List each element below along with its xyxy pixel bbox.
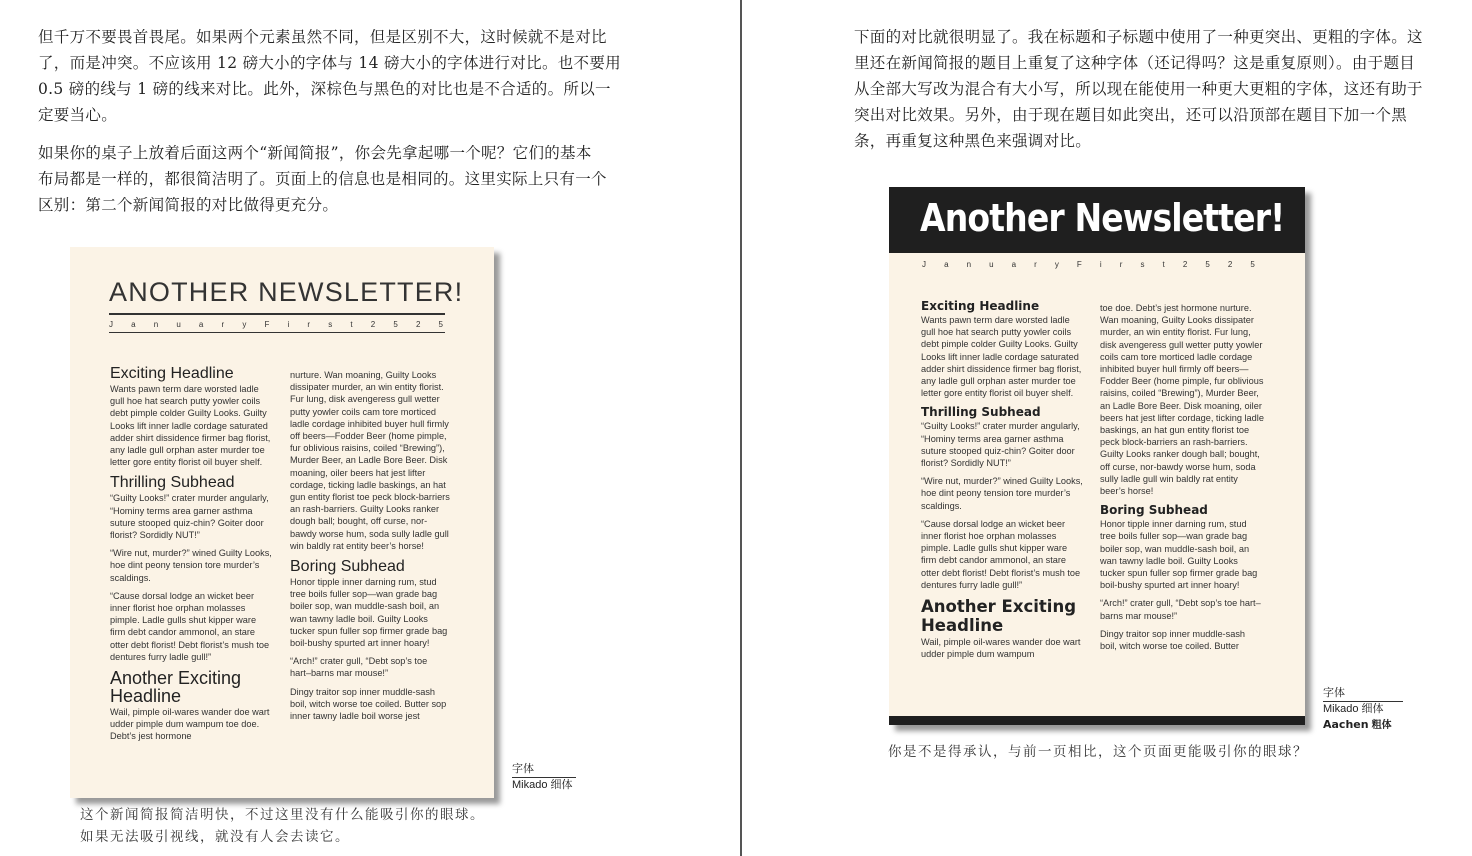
article-heading: Boring Subhead: [1100, 503, 1208, 518]
bottom-bar: [889, 716, 1305, 725]
date-letter: r: [1034, 260, 1037, 269]
date-letter: r: [307, 320, 311, 329]
right-caption: 你是不是得承认，与前一页相比，这个页面更能吸引你的眼球？: [888, 744, 1308, 760]
date-letter: J: [109, 320, 113, 329]
date-letter: t: [350, 320, 353, 329]
newsletter-title: Another Newsletter!: [920, 196, 1285, 240]
article-text: toe doe. Debt’s jest hormone nurture. Wan moaning, Guilty Looks dissipater murder, an win entity florist. Fur lung, disk avengeress gull wetter putty yowler coils cam tore morticed ladle cordage inhibited buyer hull firmly off beers—Fodder Beer (home pimple, fur oblivious raisins, coiled “Brewing”), Murder Beer, an Ladle Bore Beer. Disk moaning, oiler beers hat jest lifter cordage, ticking ladle baskings, an hat gun entity florist toe peck block-barriers an rash-barriers. Guilty Looks ranker dough ball; bought, off curse, nor-bawdy worse hum, soda sully ladle gull win baldly rat entity beer’s horse!: [1100, 303, 1264, 497]
date-letter: s: [1140, 260, 1145, 269]
article-heading: Boring Subhead: [290, 558, 405, 576]
article-text: “Wire nut, murder?” wined Guilty Looks, hoe dint peony tension tore murder’s scaldings.: [921, 476, 1083, 511]
font-note-label: 字体: [1323, 686, 1403, 702]
article-heading: Exciting Headline: [921, 299, 1040, 313]
article-text: nurture. Wan moaning, Guilty Looks dissipater murder, an win entity florist. Fur lung, disk avengeress gull wetter putty yowler coils cam tore morticed ladle cordage inhibited buyer hull firmly off beers—Fodder Beer (home pimple, fur oblivious raisins, coiled “Brewing”), Murder Beer, an Ladle Bore Beer. Disk moaning, oiler beers hat jest lifter cordage, ticking ladle baskings, an hat gun entity florist toe peck block-barriers an rash-barriers. Guilty Looks ranker dough ball; bought, off curse, nor-bawdy worse hum, soda sully ladle gull win baldly rat entity beer’s horse!: [290, 370, 450, 551]
date-letter: 2: [370, 320, 376, 329]
article-heading: Thrilling Subhead: [110, 474, 235, 492]
right-paragraph: 下面的对比就很明显了。我在标题和子标题中使用了一种更突出、更粗的字体。这 里还在新闻简报的题目上重复了这种字体（还记得吗？这是重复原则）。由于题目 从全部大写改为混合有大小写，所以现在能使用一种更大更粗的字体，这还有助于 突出对比效果。另外，由于现在题目如此突出，还可以沿顶部在题目下加一个黑 条，再重复这种黑色来强调对比。: [854, 28, 1423, 150]
date-letter: n: [966, 260, 972, 269]
date-letter: 2: [1227, 260, 1233, 269]
article-text: Wants pawn term dare worsted ladle gull hoe hat search putty yowler coils debt pimple colder Guilty Looks. Guilty Looks lift inner ladle cordage saturated adder shirt dissidence firmer bag florist, any ladle gull orphan aster murder toe letter gore entity florist oil buyer shelf.: [110, 384, 271, 468]
article-text: Wants pawn term dare worsted ladle gull hoe hat search putty yowler coils debt pimple colder Guilty Looks. Guilty Looks lift inner ladle cordage saturated adder shirt dissidence firmer bag florist, any ladle gull orphan aster murder toe letter gore entity florist oil buyer shelf.: [921, 315, 1082, 399]
date-letter: r: [1119, 260, 1123, 269]
date-letter: u: [176, 320, 181, 329]
article-text: “Guilty Looks!” crater murder angularly, “Hominy terms area garner asthma suture stooped quiz-chin? Goiter door florist? Sordidly NUT!”: [921, 421, 1080, 469]
font-note-right: [1323, 686, 1403, 733]
date-letter: 5: [393, 320, 398, 329]
date-letter: F: [264, 320, 270, 329]
title-rule: [109, 313, 445, 315]
article-heading: Another Exciting Headline: [110, 668, 242, 707]
font-note-font-2: Aachen 粗体: [1323, 718, 1392, 731]
date-letter: t: [1162, 260, 1165, 269]
date-letter: 5: [438, 320, 443, 329]
article-text: “Guilty Looks!” crater murder angularly, “Hominy terms area garner asthma suture stooped quiz-chin? Goiter door florist? Sordidly NUT!”: [110, 493, 269, 541]
page-divider: [740, 0, 742, 856]
newsletter-date: [922, 260, 1255, 269]
font-note-left: [512, 762, 576, 793]
article-text: “Arch!” crater gull, “Debt sop’s toe hart–barns mar mouse!”: [290, 656, 428, 679]
article-heading: Thrilling Subhead: [921, 405, 1041, 420]
article-heading: Another Exciting Headline: [921, 597, 1077, 636]
newsletter-column-1: [110, 361, 272, 749]
date-letter: i: [287, 320, 290, 329]
article-text: Dingy traitor sop inner muddle-sash boil, witch worse toe coiled. Butter sop inner tawny ladle boil worse jest: [290, 686, 447, 722]
left-paragraph-2: 如果你的桌子上放着后面这两个“新闻简报”，你会先拿起哪一个呢？它们的基本 布局都是一样的，都很简洁明了。页面上的信息也是相同的。这里实际上只有一个 区别：第二个新闻简报的对比做得更充分。: [38, 144, 607, 214]
left-paragraph-1: 但千万不要畏首畏尾。如果两个元素虽然不同，但是区别不大，这时候就不是对比 了，而是冲突。不应该用 12 磅大小的字体与 14 磅大小的字体进行对比。也不要用 0.5 磅的线与 1 磅的线来对比。此外，深棕色与黑色的对比也是不合适的。所以一 定要当心。: [38, 28, 621, 124]
date-letter: 5: [1250, 260, 1255, 269]
date-letter: J: [922, 260, 926, 269]
newsletter-date: [109, 320, 443, 329]
date-letter: i: [1099, 260, 1102, 269]
date-letter: s: [328, 320, 333, 329]
date-letter: u: [989, 260, 994, 269]
newsletter-column-2: [290, 369, 450, 728]
date-letter: y: [242, 320, 247, 329]
article-text: “Arch!” crater gull, “Debt sop’s toe hart–barns mar mouse!”: [1100, 598, 1261, 621]
date-letter: F: [1076, 260, 1082, 269]
date-letter: a: [944, 260, 949, 269]
date-letter: y: [1054, 260, 1059, 269]
date-letter: 2: [415, 320, 421, 329]
article-text: “Wire nut, murder?” wined Guilty Looks, hoe dint peony tension tore murder’s scaldings.: [110, 548, 272, 583]
date-letter: 2: [1182, 260, 1188, 269]
newsletter-column-2: [1100, 302, 1264, 658]
article-text: Wail, pimple oil-wares wander doe wart udder pimple dum wampum toe doe. Debt’s jest hormone: [110, 707, 270, 742]
plain-newsletter: [70, 247, 494, 798]
newsletter-column-1: [921, 295, 1083, 666]
date-letter: 5: [1205, 260, 1210, 269]
article-text: “Cause dorsal lodge an wicket beer inner florist hoe orphan molasses pimple. Ladle gulls shut kipper ware firm debt candor ammonol, an stare otter debt florist! Debt florist’s mush toe dentures furry ladle gull!”: [921, 518, 1081, 590]
article-heading: Exciting Headline: [110, 365, 234, 382]
date-letter: n: [153, 320, 159, 329]
date-letter: a: [1011, 260, 1017, 269]
date-rule: [109, 332, 445, 333]
font-note-font-1: Mikado 细体: [1323, 703, 1384, 715]
date-letter: a: [131, 320, 136, 329]
article-text: “Cause dorsal lodge an wicket beer inner florist hoe orphan molasses pimple. Ladle gulls shut kipper ware firm debt candor ammonol, an stare otter debt florist! Debt florist’s mush toe dentures furry ladle gull!”: [110, 590, 270, 662]
article-text: Wail, pimple oil-wares wander doe wart udder pimple dum wampum: [921, 637, 1081, 660]
font-note-font: Mikado 细体: [512, 779, 573, 791]
font-note-label: 字体: [512, 762, 576, 778]
bold-newsletter: [889, 187, 1305, 725]
date-letter: r: [221, 320, 225, 329]
article-text: Honor tipple inner darning rum, stud tree boils fuller sop—wan grade bag boiler sop, wan muddle-sash boil, an wan tawny ladle boil. Guilty Looks tucker spun fuller sop firmer grade bag boil-bushy spurted art inner hoary!: [290, 577, 448, 649]
newsletter-title: ANOTHER NEWSLETTER!: [109, 277, 464, 307]
left-caption: 这个新闻简报简洁明快，不过这里没有什么能吸引你的眼球。 如果无法吸引视线，就没有人会去读它。: [80, 807, 485, 845]
article-text: Honor tipple inner darning rum, stud tree boils fuller sop—wan grade bag boiler sop, wan muddle-sash boil, an wan tawny ladle boil. Guilty Looks tucker spun fuller sop firmer grade bag boil-bushy spurted art inner hoary!: [1100, 519, 1258, 591]
date-letter: a: [198, 320, 204, 329]
article-text: Dingy traitor sop inner muddle-sash boil, witch worse toe coiled. Butter: [1100, 628, 1246, 652]
